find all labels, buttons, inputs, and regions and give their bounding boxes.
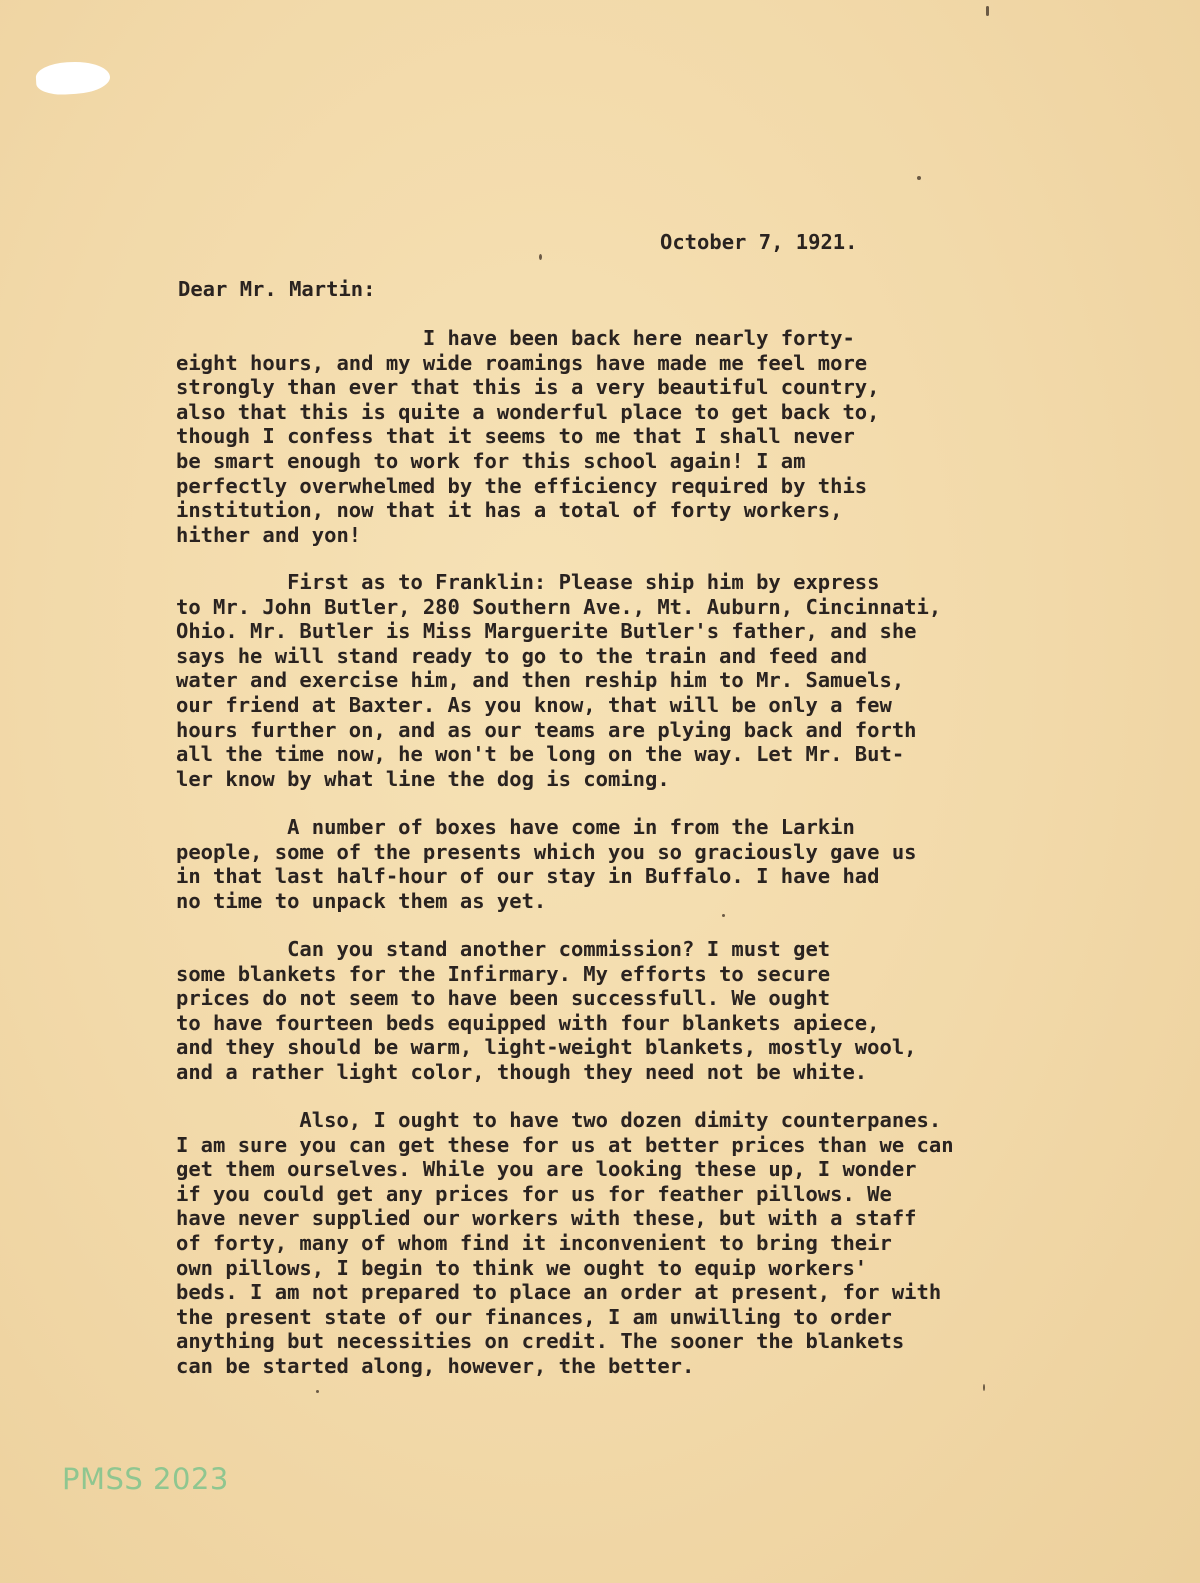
letter-line: institution, now that it has a total of forty workers, xyxy=(176,498,843,523)
letter-paragraph-3 xyxy=(176,815,917,913)
letter-line: I am sure you can get these for us at better prices than we can xyxy=(176,1132,954,1157)
letter-paragraph-1 xyxy=(176,326,880,547)
letter-line: people, some of the presents which you so graciously gave us xyxy=(176,839,917,864)
letter-line: says he will stand ready to go to the train and feed and xyxy=(176,643,868,668)
letter-line: Also, I ought to have two dozen dimity counterpanes. xyxy=(176,1108,942,1132)
letter-line: anything but necessities on credit. The sooner the blankets xyxy=(176,1329,905,1354)
letter-line: eight hours, and my wide roamings have made me feel more xyxy=(176,350,868,375)
paper-speck xyxy=(316,1390,319,1393)
letter-paragraph-2 xyxy=(176,570,941,791)
letter-line: own pillows, I begin to think we ought to equip workers' xyxy=(176,1255,868,1280)
letter-line: hither and yon! xyxy=(176,522,362,547)
letter-line: also that this is quite a wonderful place to get back to, xyxy=(176,399,880,424)
letter-line: A number of boxes have come in from the Larkin xyxy=(176,815,855,839)
letter-line: prices do not seem to have been successfull. We ought xyxy=(176,986,831,1011)
letter-line: hours further on, and as our teams are plying back and forth xyxy=(176,717,917,742)
letter-line: in that last half-hour of our stay in Buffalo. I have had xyxy=(176,864,880,889)
letter-line: no time to unpack them as yet. xyxy=(176,888,547,913)
letter-line: Ohio. Mr. Butler is Miss Marguerite Butler's father, and she xyxy=(176,619,917,644)
letter-line: beds. I am not prepared to place an order at present, for with xyxy=(176,1280,942,1305)
letter-line: I have been back here nearly forty- xyxy=(176,326,855,350)
letter-line: of forty, many of whom find it inconvenient to bring their xyxy=(176,1230,892,1255)
letter-line: Can you stand another commission? I must get xyxy=(176,937,831,961)
letter-line: some blankets for the Infirmary. My efforts to secure xyxy=(176,961,831,986)
letter-line: can be started along, however, the better. xyxy=(176,1353,695,1378)
letter-paragraph-5 xyxy=(176,1108,954,1379)
white-tape-mark xyxy=(35,60,111,96)
paper-speck xyxy=(983,1384,985,1391)
letter-line: and they should be warm, light-weight blankets, mostly wool, xyxy=(176,1035,917,1060)
letter-line: perfectly overwhelmed by the efficiency required by this xyxy=(176,473,868,498)
letter-line: if you could get any prices for us for feather pillows. We xyxy=(176,1181,892,1206)
paper-speck xyxy=(539,254,542,260)
letter-line: water and exercise him, and then reship him to Mr. Samuels, xyxy=(176,668,905,693)
letter-line: to Mr. John Butler, 280 Southern Ave., Mt. Auburn, Cincinnati, xyxy=(176,594,942,619)
letter-date: October 7, 1921. xyxy=(660,230,858,254)
letter-line: and a rather light color, though they need not be white. xyxy=(176,1059,868,1084)
letter-line: ler know by what line the dog is coming. xyxy=(176,766,670,791)
letter-line: be smart enough to work for this school again! I am xyxy=(176,448,806,473)
letter-line: our friend at Baxter. As you know, that will be only a few xyxy=(176,692,892,717)
paper-speck xyxy=(722,914,725,917)
paper-speck xyxy=(917,176,921,180)
letter-salutation: Dear Mr. Martin: xyxy=(178,277,376,301)
paper-speck xyxy=(986,6,989,16)
letter-line: have never supplied our workers with these, but with a staff xyxy=(176,1206,917,1231)
letter-line: First as to Franklin: Please ship him by express xyxy=(176,570,880,594)
letter-line: all the time now, he won't be long on the way. Let Mr. But- xyxy=(176,742,905,767)
letter-line: though I confess that it seems to me that I shall never xyxy=(176,424,855,449)
letter-line: the present state of our finances, I am unwilling to order xyxy=(176,1304,892,1329)
letter-line: get them ourselves. While you are looking these up, I wonder xyxy=(176,1157,917,1182)
letter-line: to have fourteen beds equipped with four blankets apiece, xyxy=(176,1010,880,1035)
letter-paragraph-4 xyxy=(176,937,917,1085)
letter-line: strongly than ever that this is a very beautiful country, xyxy=(176,375,880,400)
archive-watermark: PMSS 2023 xyxy=(62,1462,229,1496)
